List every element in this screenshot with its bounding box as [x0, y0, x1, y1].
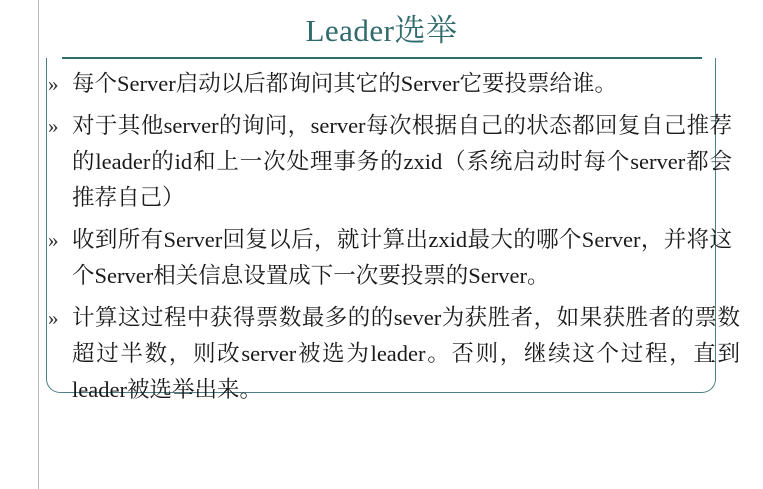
list-item	[46, 66, 746, 102]
slide-title: Leader选举	[305, 13, 458, 48]
left-margin-rule	[38, 0, 39, 489]
list-item-text: 对于其他server的询问，server每次根据自己的状态都回复自己推荐的leader的id和上一次处理事务的zxid（系统启动时每个server都会推荐自己）	[72, 113, 732, 210]
list-item	[46, 222, 746, 294]
list-item-text: 收到所有Server回复以后，就计算出zxid最大的哪个Server，并将这个Server相关信息设置成下一次要投票的Server。	[72, 227, 732, 288]
bullet-marker-icon: »	[48, 114, 59, 138]
bullet-marker-icon: »	[48, 72, 59, 96]
list-item-text: 计算这过程中获得票数最多的的sever为获胜者，如果获胜者的票数超过半数，则改server被选为leader。否则，继续这个过程，直到leader被选举出来。	[72, 305, 740, 402]
title-underline	[62, 57, 702, 59]
bullet-list	[46, 66, 746, 414]
list-item-text: 每个Server启动以后都询问其它的Server它要投票给谁。	[72, 71, 617, 96]
list-item	[46, 108, 746, 216]
bullet-marker-icon: »	[48, 228, 59, 252]
bullet-marker-icon: »	[48, 306, 59, 330]
list-item	[46, 300, 746, 408]
